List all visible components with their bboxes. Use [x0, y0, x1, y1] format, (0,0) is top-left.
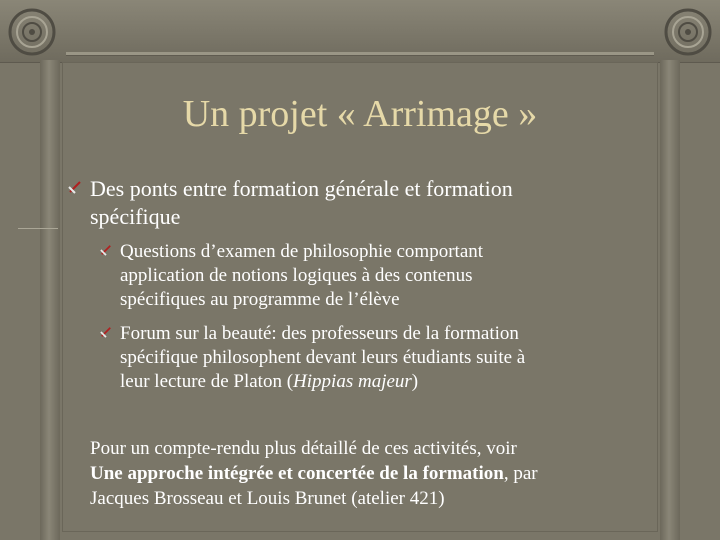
quill-bullet-icon — [100, 326, 112, 338]
bullet-main-line2: spécifique — [90, 204, 181, 229]
sub-bullet-2-prefix: leur lecture de Platon ( — [120, 371, 294, 392]
footer-line3: Jacques Brosseau et Louis Brunet (atelier 421) — [90, 488, 445, 509]
column-capital — [0, 0, 720, 63]
sub-bullet-2 — [120, 322, 660, 394]
bullet-main — [90, 175, 670, 231]
sub-bullet-2-line1: Forum sur la beauté: des professeurs de la formation — [120, 323, 519, 344]
sub-bullet-1 — [120, 240, 660, 312]
capital-molding — [66, 52, 654, 55]
footer-line1: Pour un compte-rendu plus détaillé de ces activités, voir — [90, 438, 517, 459]
quill-bullet-icon — [100, 244, 112, 256]
slide-title: Un projet « Arrimage » — [182, 93, 538, 135]
sub-bullet-1-line1: Questions d’examen de philosophie comportant — [120, 241, 484, 262]
work-title: Hippias majeur — [293, 371, 412, 392]
divider-line — [18, 228, 58, 229]
quill-bullet-icon — [68, 180, 82, 194]
footer-after-bold: , par — [503, 463, 538, 484]
footer-reference-title: Une approche intégrée et concertée de la formation — [90, 463, 504, 484]
sub-bullet-1-line2: application de notions logiques à des contenus — [120, 265, 473, 286]
footer-note — [90, 436, 690, 511]
sub-bullet-1-line3: spécifiques au programme de l’élève — [120, 289, 400, 310]
bullet-main-line1: Des ponts entre formation générale et formation — [90, 176, 513, 201]
volute-right-icon — [662, 6, 714, 58]
sub-bullet-2-suffix: ) — [411, 371, 419, 392]
sub-bullet-2-line3 — [120, 370, 660, 394]
footer-line2 — [90, 461, 690, 486]
volute-left-icon — [6, 6, 58, 58]
sub-bullet-2-line2: spécifique philosophent devant leurs étudiants suite à — [120, 347, 526, 368]
